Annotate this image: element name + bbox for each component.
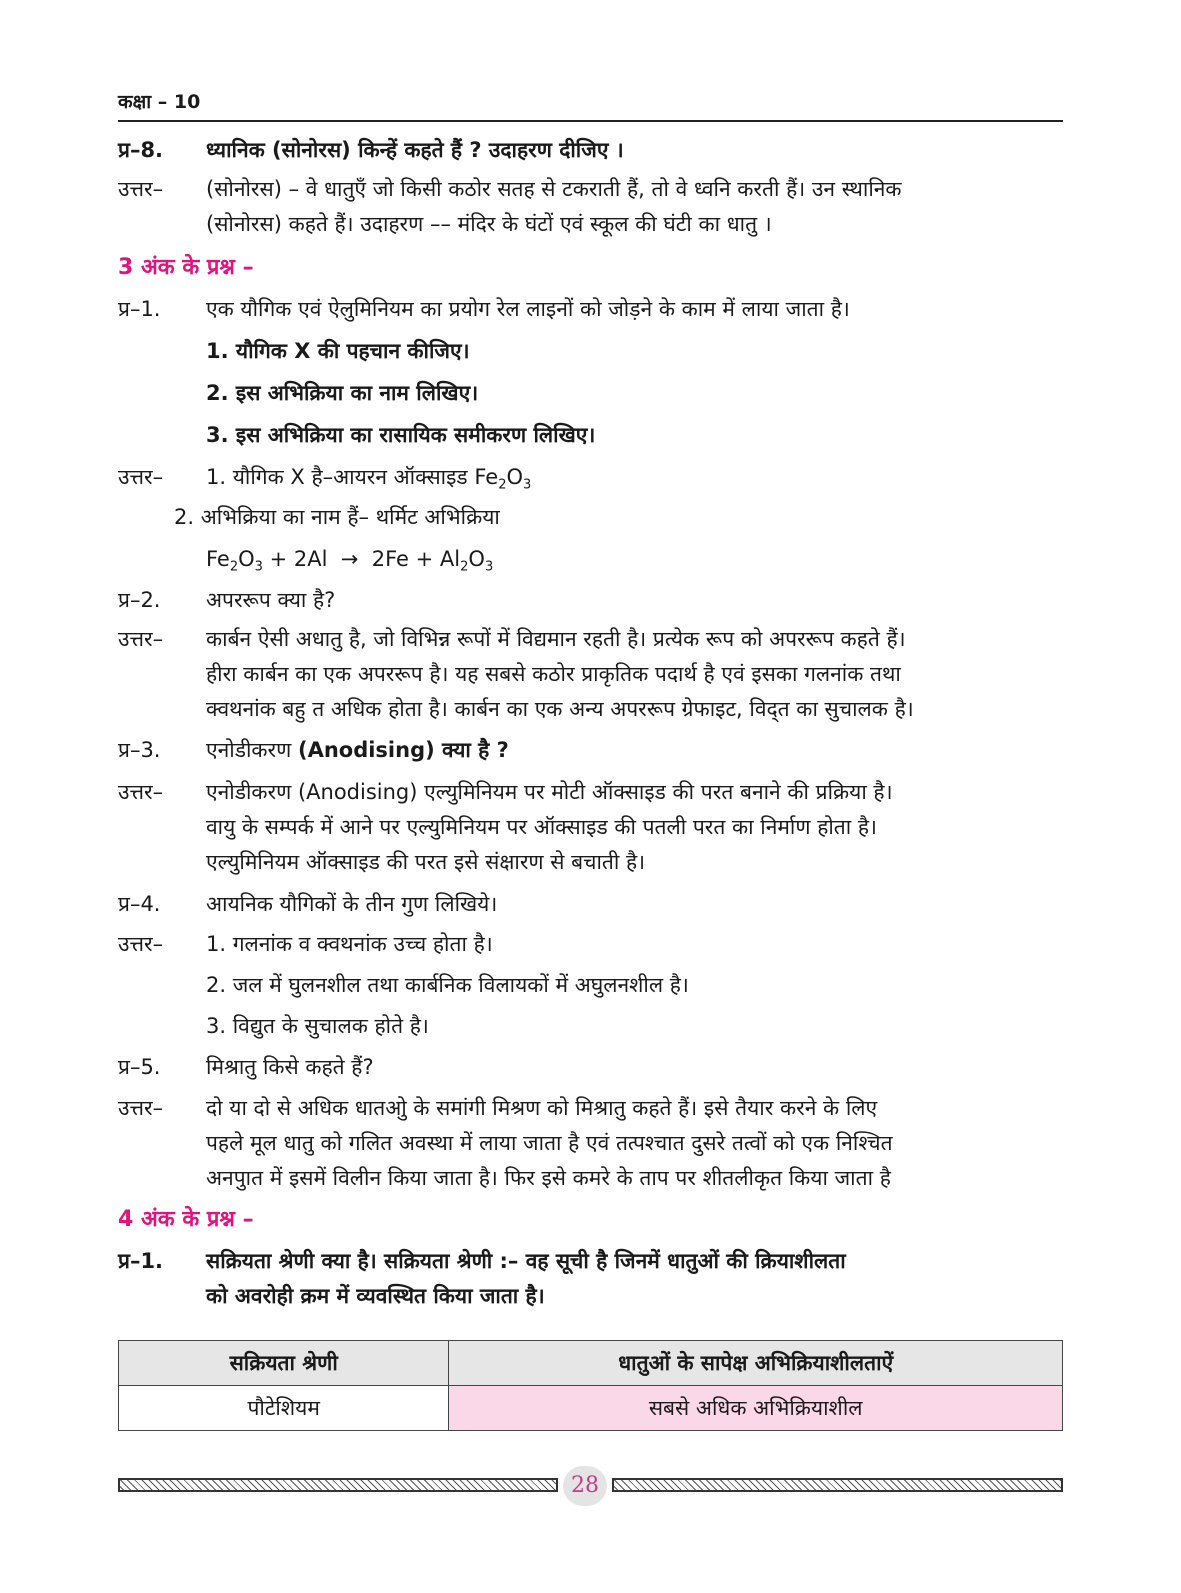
question-text: एक यौगिक एवं ऐलुमिनियम का प्रयोग रेल लाइनों को जोड़ने के काम में लाया जाता है। [206, 297, 850, 321]
section-heading-4-marks: 4 अंक के प्रश्न – [118, 1207, 254, 1232]
subscript: 2 [498, 477, 507, 493]
subquestion [118, 376, 1063, 411]
answer-line: दो या दो से अधिक धातओु के समांगी मिश्रण को मिश्रातु कहते हैं। इसे तैयार करने के लिए [206, 1096, 878, 1120]
question-text: अपररूप क्या है? [206, 588, 336, 612]
document-page [118, 0, 1063, 1593]
formula-part: + 2Al → 2Fe + Al [262, 547, 461, 571]
answer-line: 2. जल में घुलनशील तथा कार्बनिक विलायकों में अघुलनशील है। [206, 973, 689, 997]
column-header: धातुओं के सापेक्ष अभिक्रियाशीलताऐं [449, 1341, 1063, 1386]
subscript: 3 [523, 477, 532, 493]
answer-line: क्वथनांक बहु त अधिक होता है। कार्बन का एक अन्य अपररूप ग्रेफाइट, विद्त का सुचालक है। [206, 697, 914, 721]
answer-3 [118, 775, 1063, 880]
formula-part: O [506, 465, 523, 489]
table-row [119, 1386, 1063, 1431]
question-2 [118, 583, 1063, 618]
subscript: 2 [460, 559, 469, 575]
subquestion-text: 1. यौगिक X की पहचान कीजिए। [206, 339, 470, 363]
page-footer [118, 1466, 1063, 1506]
answer-line [206, 460, 1063, 503]
answer-line: हीरा कार्बन का एक अपररूप है। यह सबसे कठोर प्राकृतिक पदार्थ है एवं इसका गलनांक तथा [206, 662, 901, 686]
question-5 [118, 1050, 1063, 1085]
question-label: प्र–2. [118, 588, 161, 612]
question-label: प्र–5. [118, 1055, 161, 1079]
column-header: सक्रियता श्रेणी [119, 1341, 449, 1386]
question-text: ध्यानिक (सोनोरस) किन्हें कहते हैं ? उदाहरण दीजिए । [206, 138, 624, 162]
formula-part: Fe [206, 547, 230, 571]
reactivity-series-table [118, 1340, 1063, 1431]
table-cell: पौटेशियम [119, 1386, 449, 1431]
answer-text: 1. यौगिक X है–आयरन ऑक्साइड Fe [206, 465, 499, 489]
answer-line: (सोनोरस) – वे धातुएँ जो किसी कठोर सतह से टकराती हैं, तो वे ध्वनि करती हैं। उन स्थानिक [206, 177, 902, 201]
question-line: सक्रियता श्रेणी क्या है। सक्रियता श्रेणी :– वह सूची है जिनमें धातुओं की क्रियाशीलता [206, 1249, 846, 1273]
table-header-row [119, 1341, 1063, 1386]
answer-2 [118, 622, 1063, 727]
answer-line-2 [118, 500, 1063, 535]
subscript: 3 [254, 559, 263, 575]
answer-label: उत्तर– [118, 780, 164, 804]
subscript: 2 [229, 559, 239, 575]
answer-label: उत्तर– [118, 1096, 164, 1120]
equation-text [206, 542, 1063, 585]
answer-1 [118, 460, 1063, 495]
subscript: 3 [484, 559, 494, 575]
footer-border-left [118, 1478, 558, 1492]
question-4 [118, 887, 1063, 922]
answer-text: 2. अभिक्रिया का नाम हैं– थर्मिट अभिक्रिया [174, 505, 500, 529]
answer-line: (सोनोरस) कहते हैं। उदाहरण –– मंदिर के घंटों एवं स्कूल की घंटी का धातु । [206, 212, 772, 236]
subquestion-text: 2. इस अभिक्रिया का नाम लिखिए। [206, 381, 479, 405]
subquestion-text: 3. इस अभिक्रिया का रासायिक समीकरण लिखिए। [206, 423, 596, 447]
question-4-marks-1 [118, 1244, 1063, 1316]
question-3 [118, 733, 1063, 768]
answer-line: अनपुात में इसमें विलीन किया जाता है। फिर इसे कमरे के ताप पर शीतलीकृत किया जाता है [206, 1166, 891, 1190]
subquestion [118, 334, 1063, 369]
question-text: मिश्रातु किसे कहते हैं? [206, 1055, 374, 1079]
question-label: प्र–1. [118, 1249, 164, 1273]
answer-4-item [118, 1009, 1063, 1044]
answer-line: पहले मूल धातु को गलित अवस्था में लाया जाता है एवं तत्पश्चात दुसरे तत्वों को एक निश्चित [206, 1131, 893, 1155]
answer-5 [118, 1091, 1063, 1196]
answer-4-item [118, 968, 1063, 1003]
answer-label: उत्तर– [118, 627, 164, 651]
page-header [118, 88, 1063, 122]
answer-line: एल्युमिनियम ऑक्साइड की परत इसे संक्षारण से बचाती है। [206, 850, 646, 874]
answer-label: उत्तर– [118, 932, 164, 956]
formula-part: O [468, 547, 485, 571]
answer-line: 3. विद्युत के सुचालक होते है। [206, 1014, 429, 1038]
class-label: कक्षा – 10 [118, 91, 201, 113]
question-line: को अवरोही क्रम में व्यवस्थित किया जाता है। [206, 1284, 545, 1308]
question-label: प्र–3. [118, 738, 161, 762]
question-1 [118, 292, 1063, 327]
question-8 [118, 133, 1063, 168]
question-label: प्र–8. [118, 138, 164, 162]
answer-4 [118, 927, 1063, 962]
question-text [206, 733, 1063, 768]
question-text-bold: (Anodising) क्या है ? [297, 738, 509, 762]
answer-label: उत्तर– [118, 465, 164, 489]
question-label: प्र–4. [118, 892, 161, 916]
formula-part: O [238, 547, 255, 571]
answer-line: 1. गलनांक व क्वथनांक उच्च होता है। [206, 932, 493, 956]
table-cell: सबसे अधिक अभिक्रियाशील [449, 1386, 1063, 1431]
question-label: प्र–1. [118, 297, 161, 321]
answer-8 [118, 172, 1063, 242]
answer-line: एनोडीकरण (Anodising) एल्युमिनियम पर मोटी ऑक्साइड की परत बनाने की प्रक्रिया है। [206, 780, 893, 804]
chemical-equation [118, 542, 1063, 577]
page-number: 28 [563, 1466, 607, 1506]
answer-line: कार्बन ऐसी अधातु है, जो विभिन्न रूपों में विद्यमान रहती है। प्रत्येक रूप को अपररूप कहते हैं। [206, 627, 906, 651]
section-heading-3-marks: 3 अंक के प्रश्न – [118, 255, 254, 280]
subquestion [118, 418, 1063, 453]
question-text: आयनिक यौगिकों के तीन गुण लिखिये। [206, 892, 498, 916]
answer-label: उत्तर– [118, 177, 164, 201]
answer-line: वायु के सम्पर्क में आने पर एल्युमिनियम पर ऑक्साइड की पतली परत का निर्माण होता है। [206, 815, 877, 839]
footer-border-right [612, 1478, 1063, 1492]
question-text-part: एनोडीकरण [206, 738, 298, 762]
